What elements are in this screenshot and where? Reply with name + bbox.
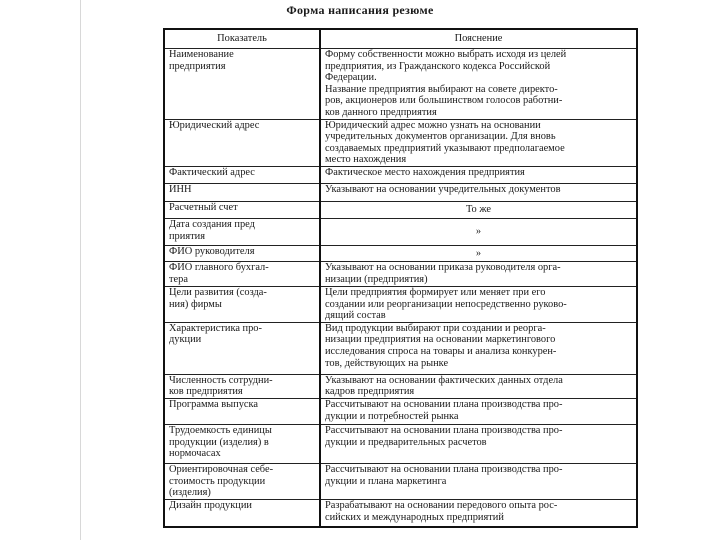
indicator-cell: ИНН [164,183,320,201]
explanation-cell: Указывают на основании фактических данных отдела кадров предприятия [320,374,637,398]
explanation-cell: Указывают на основании приказа руководителя орга- низации (предприятия) [320,261,637,286]
table-row [164,166,637,183]
explanation-cell: То же [320,201,637,218]
explanation-cell: Цели предприятия формирует или меняет при его создании или реорганизации непосредственно руково- дящий состав [320,286,637,322]
page-margin-line [80,0,81,540]
indicator-cell: Фактический адрес [164,166,320,183]
explanation-cell: Рассчитывают на основании плана производства про- дукции и предварительных расчетов [320,424,637,463]
explanation-cell: » [320,245,637,261]
indicator-cell: Расчетный счет [164,201,320,218]
explanation-cell: Рассчитывают на основании плана производства про- дукции и плана маркетинга [320,463,637,499]
explanation-cell: Форму собственности можно выбрать исходя из целей предприятия, из Гражданского кодекса Российской Федерации. Название предприятия выбирают на совете директо- ров, акционеров или большинством голосов работни- ков данного предприятия [320,49,637,120]
table-row [164,183,637,201]
table-row [164,261,637,286]
table-row [164,201,637,218]
header-indicator: Показатель [164,29,320,49]
explanation-cell: » [320,218,637,245]
table-row [164,119,637,166]
indicator-cell: Дата создания пред приятия [164,218,320,245]
indicator-cell: Ориентировочная себе- стоимость продукции (изделия) [164,463,320,499]
table-row [164,499,637,527]
explanation-cell: Фактическое место нахождения предприятия [320,166,637,183]
explanation-cell: Рассчитывают на основании плана производства про- дукции и потребностей рынка [320,398,637,424]
table-row [164,374,637,398]
explanation-cell: Разрабатывают на основании передового опыта рос- сийских и международных предприятий [320,499,637,527]
explanation-cell: Юридический адрес можно узнать на основании учредительных документов организации. Для вновь создаваемых предприятий указывают предполагаемое место нахождения [320,119,637,166]
table-row [164,424,637,463]
table-row [164,49,637,120]
indicator-cell: ФИО главного бухгал- тера [164,261,320,286]
indicator-cell: Наименование предприятия [164,49,320,120]
indicator-cell: Дизайн продукции [164,499,320,527]
indicator-cell: Цели развития (созда- ния) фирмы [164,286,320,322]
table-row [164,218,637,245]
indicator-cell: ФИО руководителя [164,245,320,261]
table-row [164,245,637,261]
indicator-cell: Трудоемкость единицы продукции (изделия) в нормочасах [164,424,320,463]
table-header-row [164,29,637,49]
explanation-cell: Вид продукции выбирают при создании и реорга- низации предприятия на основании маркетингового исследования спроса на товары и анализа конкурен- тов, действующих на рынке [320,322,637,374]
header-explanation: Пояснение [320,29,637,49]
document-title: Форма написания резюме [286,3,434,17]
table-row [164,322,637,374]
indicator-cell: Юридический адрес [164,119,320,166]
indicator-cell: Характеристика про- дукции [164,322,320,374]
indicator-cell: Численность сотрудни- ков предприятия [164,374,320,398]
table-row [164,398,637,424]
table-row [164,286,637,322]
table-row [164,463,637,499]
explanation-cell: Указывают на основании учредительных документов [320,183,637,201]
indicator-cell: Программа выпуска [164,398,320,424]
resume-form-table [163,28,638,528]
